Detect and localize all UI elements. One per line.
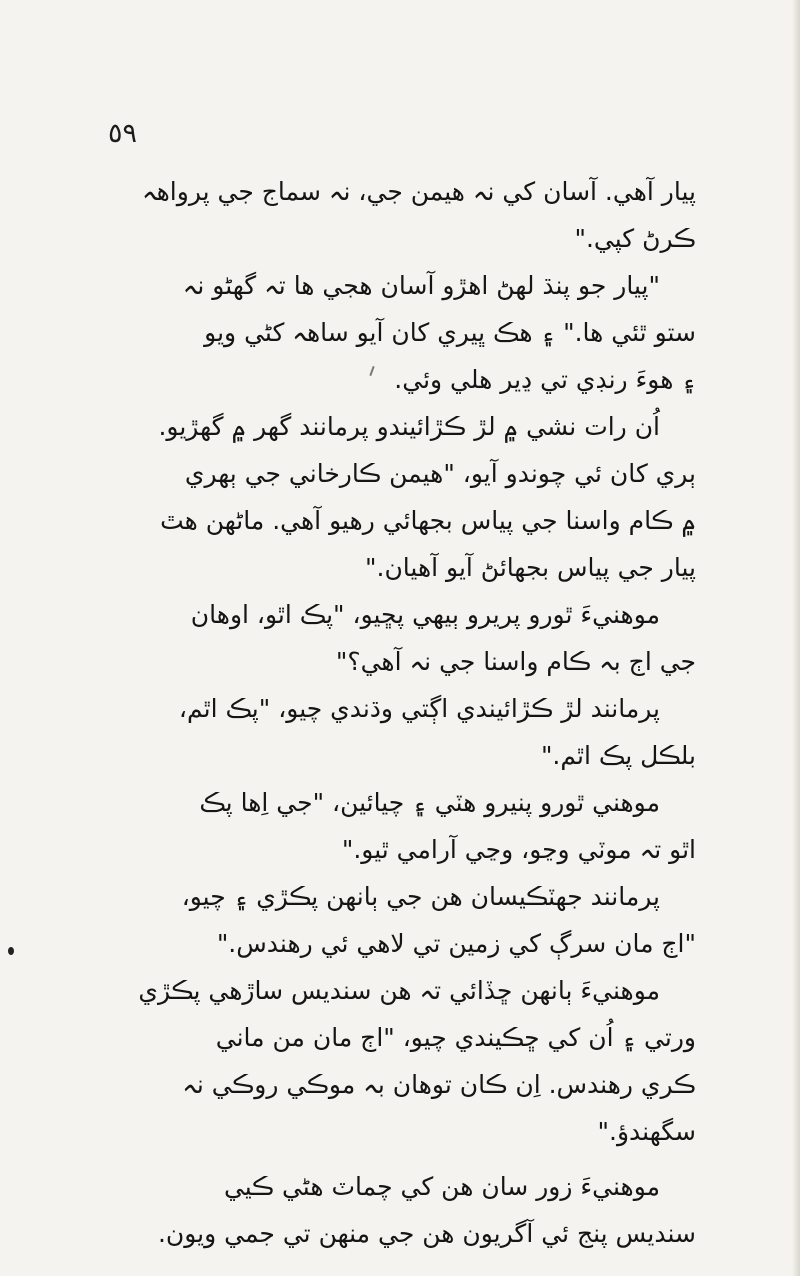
text-line: موهنيءَ ٻانهن ڇڏائي تہ هن سنديس ساڙهي پڪڙي [138,976,660,1005]
text-line: پرمانند لڙ ڪڙائيندي اڳتي وڌندي چيو، "پڪ اٿم، [178,694,660,723]
text-line: پرمانند جهٽڪيسان هن جي ٻانهن پڪڙي ۽ چيو، [181,882,660,911]
text-line: "پيار جو پنڌ لھڻ اهڙو آسان هجي ها تہ گهڻو نہ [182,271,660,300]
page-edge-shadow [792,0,800,1276]
text-line: ۾ ڪام واسنا جي پياس بجهائي رهيو آهي. ماڻهن هٿ [160,506,696,535]
text-line: پيار جي پياس بجهائڻ آيو آهيان." [365,553,696,582]
text-line: پيار آهي. آسان کي نہ هيمن جي، نہ سماج جي پرواهہ [141,177,696,206]
text-line: ۽ هوءَ رنڊي تي ڍير هلي وئي. [394,365,696,394]
text-line: بلڪل پڪ اٿم." [540,741,696,770]
text-line: ڪرڻ کپي." [574,224,696,253]
text-line: موهني ٿورو پنيرو هٽي ۽ چيائين، "جي اِها پڪ [199,788,660,817]
text-line: اٿو تہ موٽي وڃو، وڃي آرامي ٿيو." [341,835,696,864]
text-line: موهنيءَ ٿورو پريرو ٻيهي پڇيو، "پڪ اٿو، اوهان [190,600,660,629]
text-line: سگهندؤ." [597,1117,696,1146]
body-text [96,168,696,1257]
page-number: ٥٩ [108,118,138,149]
text-line: "اڄ مان سرڳ کي زمين تي لاهي ئي رهندس." [216,929,696,958]
text-line: ستو ٿئي ها." ۽ هڪ ڀيري کان آيو ساهہ کڻي ويو [204,318,696,347]
text-line: موهنيءَ زور سان هن کي چماٽ هڻي ڪيي [223,1172,660,1201]
text-line: جي اڄ بہ ڪام واسنا جي نہ آهي؟" [335,647,696,676]
text-line: اُن رات نشي ۾ لڙ ڪڙائيندو پرمانند گهر ۾ گهڙيو. [158,412,660,441]
text-line: ورتي ۽ اُن کي ڇڪيندي چيو، "اڄ مان من ماني [215,1023,696,1052]
ink-spot [8,947,14,955]
text-line: ٻري کان ئي چوندو آيو، "هيمن ڪارخاني جي ٻهري [184,459,696,488]
text-line: ڪري رهندس. اِن ڪان توهان بہ موڪي روڪي نہ [182,1070,696,1099]
text-line: سنديس پنج ئي آگريون هن جي منهن تي جمي ويون. [157,1219,696,1248]
